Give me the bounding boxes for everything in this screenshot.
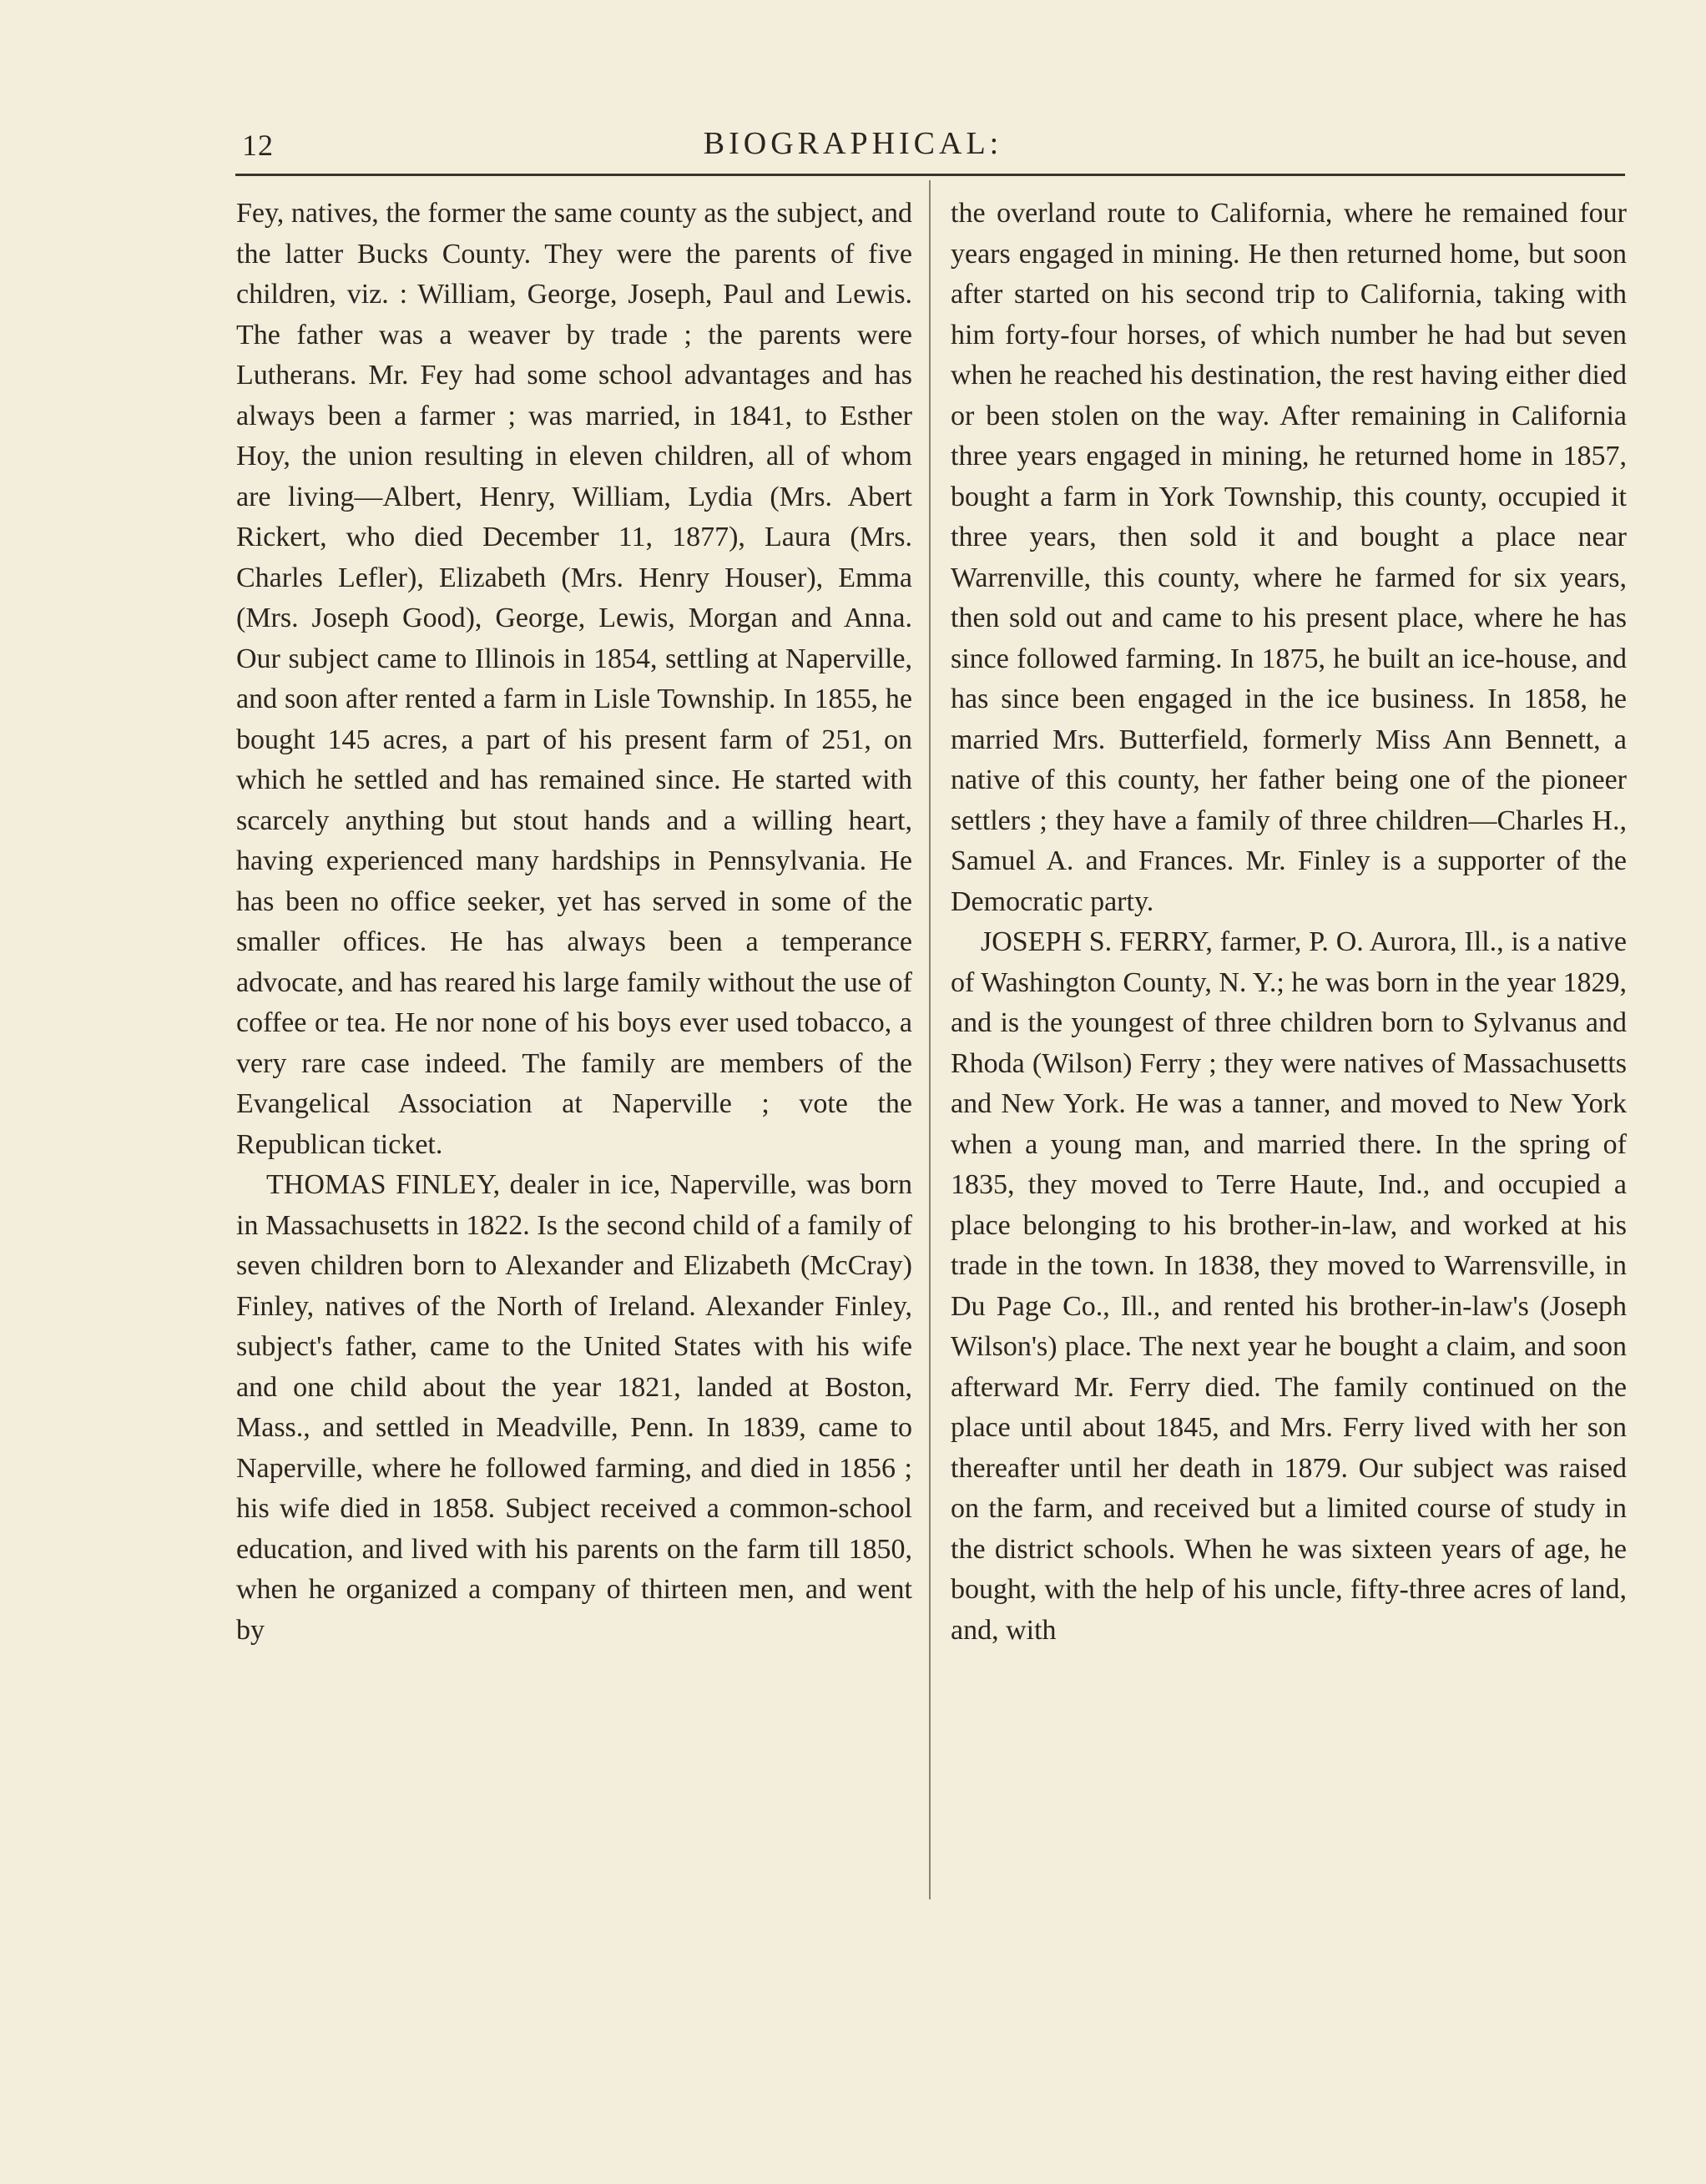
paragraph-thomas-finley: THOMAS FINLEY, dealer in ice, Naperville, was born in Massachusetts in 1822. Is the second child of a family of seven children born to Alexander and Elizabeth (McCray) Finley, natives of the North of Ireland. Alexander Finley, subject's father, came to the United States with his wife and one child about the year 1821, landed at Boston, Mass., and settled in Meadville, Penn. In 1839, came to Naperville, where he followed farming, and died in 1856 ; his wife died in 1858. Subject received a common-school education, and lived with his parents on the farm till 1850, when he organized a company of thirteen men, and went by <box>236 1169 912 1646</box>
paragraph-fey-continued: Fey, natives, the former the same county as the subject, and the latter Bucks County. They were the parents of five children, viz. : William, George, Joseph, Paul and Lewis. The father was a weaver by trade ; the parents were Lutherans. Mr. Fey had some school advantages and has always been a farmer ; was married, in 1841, to Esther Hoy, the union resulting in eleven children, all of whom are living—Albert, Henry, William, Lydia (Mrs. Abert Rickert, who died December 11, 1877), Laura (Mrs. Charles Lefler), Elizabeth (Mrs. Henry Houser), Emma (Mrs. Joseph Good), George, Lewis, Morgan and Anna. Our subject came to Illinois in 1854, settling at Naperville, and soon after rented a farm in Lisle Township. In 1855, he bought 145 acres, a part of his present farm of 251, on which he settled and has remained since. He started with scarcely anything but stout hands and a willing heart, having experienced many hardships in Pennsylvania. He has been no office seeker, yet has served in some of the smaller offices. He has always been a temperance advocate, and has reared his large family without the use of coffee or tea. He nor none of his boys ever used tobacco, a very rare case indeed. The family are members of the Evangelical Association at Naperville ; vote the Republican ticket. <box>236 198 912 1160</box>
column-divider <box>929 180 931 1899</box>
paragraph-joseph-ferry: JOSEPH S. FERRY, farmer, P. O. Aurora, Ill., is a native of Washington County, N. Y.; he was born in the year 1829, and is the youngest of three children born to Sylvanus and Rhoda (Wilson) Ferry ; they were natives of Massachusetts and New York. He was a tanner, and moved to New York when a young man, and married there. In the spring of 1835, they moved to Terre Haute, Ind., and occupied a place belonging to his brother-in-law, and worked at his trade in the town. In 1838, they moved to Warrensville, in Du Page Co., Ill., and rented his brother-in-law's (Joseph Wilson's) place. The next year he bought a claim, and soon afterward Mr. Ferry died. The family continued on the place until about 1845, and Mrs. Ferry lived with her son thereafter until her death in 1879. Our subject was raised on the farm, and received but a limited course of study in the district schools. When he was sixteen years of age, he bought, with the help of his uncle, fifty-three acres of land, and, with <box>951 926 1627 1646</box>
right-column <box>951 194 1627 1651</box>
page-number: 12 <box>242 129 274 162</box>
paragraph-finley-continued: the overland route to California, where he remained four years engaged in mining. He then returned home, but soon after started on his second trip to California, taking with him forty-four horses, of which number he had but seven when he reached his destination, the rest having either died or been stolen on the way. After remaining in California three years engaged in mining, he returned home in 1857, bought a farm in York Township, this county, occupied it three years, then sold it and bought a place near Warrenville, this county, where he farmed for six years, then sold out and came to his present place, where he has since followed farming. In 1875, he built an ice-house, and has since been engaged in the ice business. In 1858, he married Mrs. Butterfield, formerly Miss Ann Bennett, a native of this county, her father being one of the pioneer settlers ; they have a family of three children—Charles H., Samuel A. and Frances. Mr. Finley is a supporter of the Democratic party. <box>951 198 1627 917</box>
header-rule <box>235 174 1625 176</box>
left-column <box>236 194 912 1651</box>
running-title: BIOGRAPHICAL: <box>703 126 1003 161</box>
